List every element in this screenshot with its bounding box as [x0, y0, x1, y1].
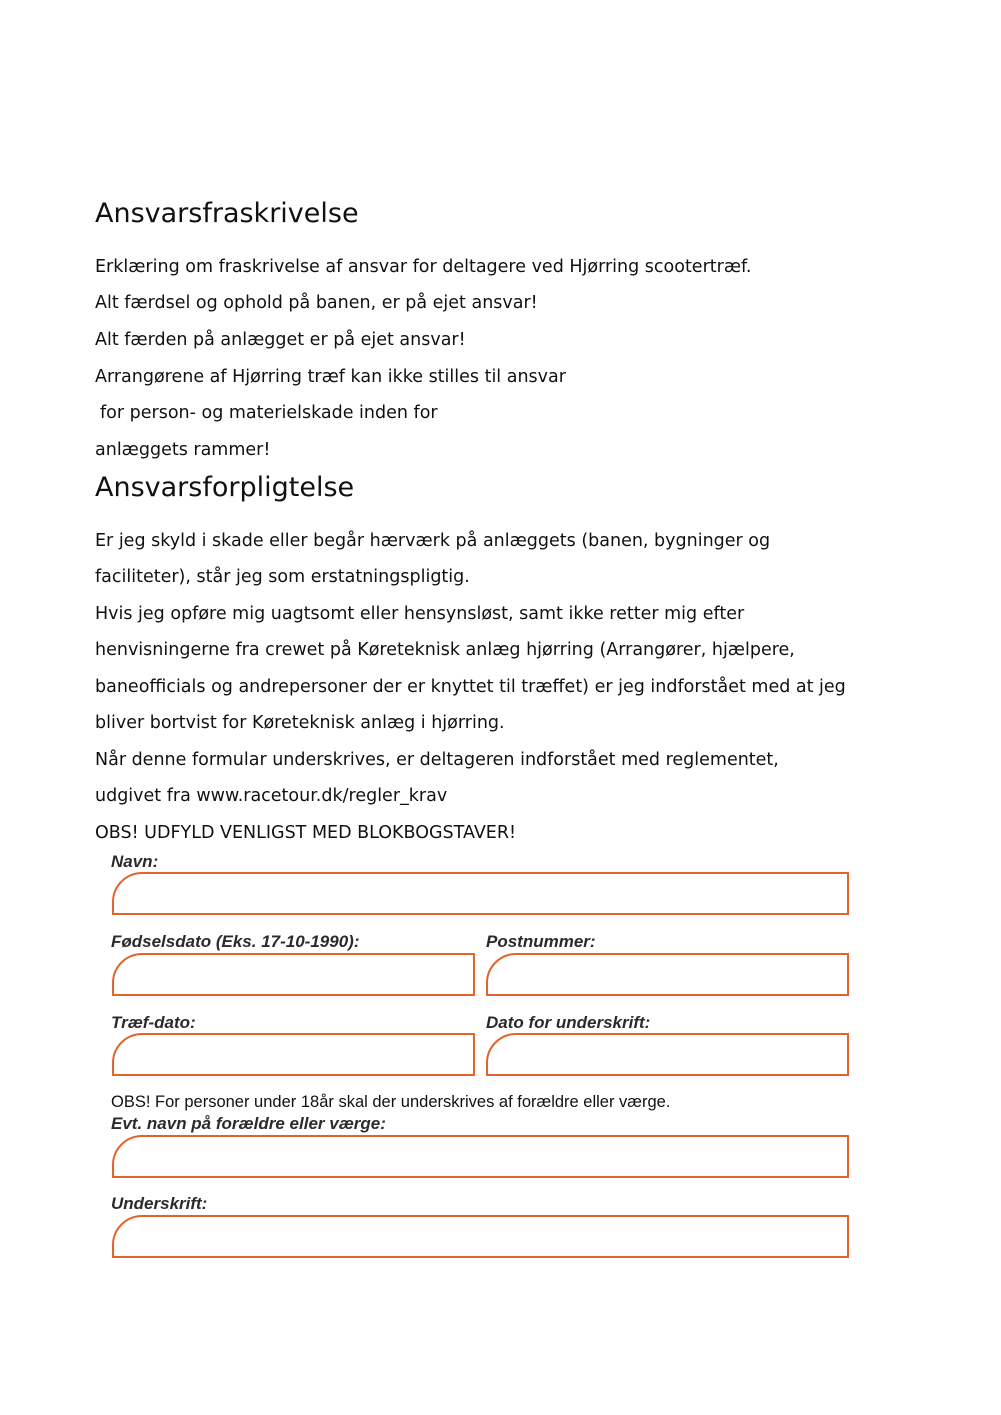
paragraph-line: Er jeg skyld i skade eller begår hærværk på anlæggets (banen, bygninger og	[95, 531, 771, 551]
traef-dato-field[interactable]	[112, 1033, 475, 1076]
paragraph-line: henvisningerne fra crewet på Køreteknisk anlæg hjørring (Arrangører, hjælpere,	[95, 640, 795, 660]
paragraph-line: Arrangørene af Hjørring træf kan ikke stilles til ansvar	[95, 367, 566, 387]
paragraph-line: bliver bortvist for Køreteknisk anlæg i hjørring.	[95, 713, 505, 733]
navn-label: Navn:	[111, 852, 159, 871]
obs-blokbogstaver-note: OBS! UDFYLD VENLIGST MED BLOKBOGSTAVER!	[95, 823, 517, 843]
paragraph-line: Alt færden på anlægget er på ejet ansvar!	[95, 330, 466, 350]
paragraph-line: Alt færdsel og ophold på banen, er på ejet ansvar!	[95, 293, 538, 313]
fodselsdato-label: Fødselsdato (Eks. 17-10-1990):	[111, 932, 360, 951]
paragraph-line: Hvis jeg opføre mig uagtsomt eller hensynsløst, samt ikke retter mig efter	[95, 604, 745, 624]
dato-underskrift-label: Dato for underskrift:	[486, 1013, 651, 1032]
paragraph-line: Erklæring om fraskrivelse af ansvar for deltagere ved Hjørring scootertræf.	[95, 257, 752, 277]
paragraph-line: Når denne formular underskrives, er deltageren indforstået med reglementet,	[95, 750, 779, 770]
fodselsdato-field[interactable]	[112, 953, 475, 996]
dato-underskrift-field[interactable]	[486, 1033, 849, 1076]
traef-dato-label: Træf-dato:	[111, 1013, 196, 1032]
minor-note: OBS! For personer under 18år skal der underskrives af forældre eller værge.	[111, 1093, 671, 1111]
paragraph-line: faciliteter), står jeg som erstatningspligtig.	[95, 567, 470, 587]
paragraph-line: for person- og materielskade inden for	[100, 403, 438, 423]
navn-field[interactable]	[112, 872, 849, 915]
paragraph-line: anlæggets rammer!	[95, 440, 271, 460]
vaerge-label: Evt. navn på forældre eller værge:	[111, 1114, 386, 1133]
postnummer-label: Postnummer:	[486, 932, 596, 951]
heading-ansvarsforpligtelse: Ansvarsforpligtelse	[95, 472, 355, 503]
underskrift-field[interactable]	[112, 1215, 849, 1258]
heading-ansvarsfraskrivelse: Ansvarsfraskrivelse	[95, 198, 359, 229]
underskrift-label: Underskrift:	[111, 1194, 208, 1213]
vaerge-field[interactable]	[112, 1135, 849, 1178]
postnummer-field[interactable]	[486, 953, 849, 996]
paragraph-line: baneofficials og andrepersoner der er knyttet til træffet) er jeg indforstået med at jeg	[95, 677, 846, 697]
paragraph-line: udgivet fra www.racetour.dk/regler_krav	[95, 786, 448, 806]
